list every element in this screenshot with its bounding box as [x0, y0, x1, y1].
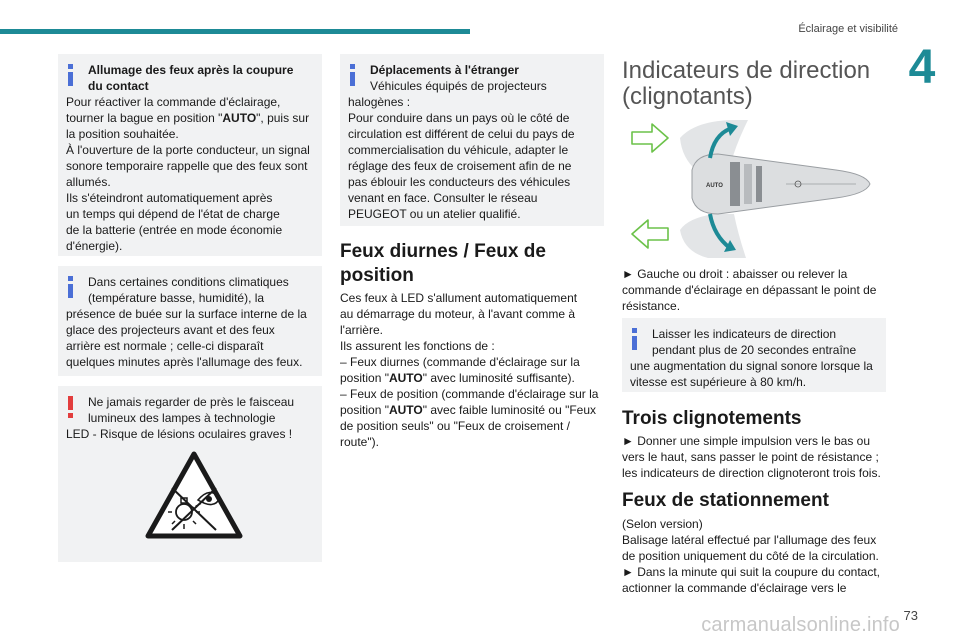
- eye-hazard-warning-icon: [142, 448, 246, 544]
- info-icon: [632, 328, 637, 350]
- box-text-line: venant en face. Consulter le réseau: [348, 191, 538, 205]
- header-accent-bar: [0, 29, 470, 34]
- box-title: Déplacements à l'étranger: [370, 63, 519, 77]
- box-text-line: Ne jamais regarder de près le faisceau: [88, 395, 295, 409]
- info-box-lights-after-ignition: [58, 54, 322, 256]
- box-title: du contact: [88, 79, 149, 93]
- box-text-line: PEUGEOT ou un atelier qualifié.: [348, 207, 521, 221]
- box-text-line: Ils s'éteindront automatiquement après: [66, 191, 273, 205]
- box-text-line: de la batterie (entrée en mode économie: [66, 223, 283, 237]
- box-text-line: (température basse, humidité), la: [88, 291, 265, 305]
- turn-signal-instructions: ► Gauche ou droit : abaisser ou relever la commande d'éclairage en dépassant le point de résistance.: [622, 267, 877, 313]
- info-icon: [350, 64, 355, 86]
- info-box-travel-abroad: [340, 54, 604, 226]
- info-icon: [68, 276, 73, 298]
- box-text-line: Pour réactiver la commande d'éclairage,: [66, 95, 281, 109]
- box-text-line: réglage des feux de croisement afin de ne: [348, 159, 572, 173]
- box-text-line: À l'ouverture de la porte conducteur, un signal: [66, 143, 310, 157]
- page-number: 73: [903, 608, 918, 623]
- info-box-condensation: [58, 266, 322, 376]
- box-text-line: quelques minutes après l'allumage des feux.: [66, 355, 303, 369]
- box-text-line: glace des projecteurs avant et des feux: [66, 323, 275, 337]
- three-flashes-text: ► Donner une simple impulsion vers le bas ou vers le haut, sans passer le point de résistance ; les indicateurs de direction clignoteront trois fois.: [622, 434, 881, 480]
- box-text-line: allumés.: [66, 175, 111, 189]
- box-title: Allumage des feux après la coupure: [88, 63, 294, 77]
- box-text-line: Pour conduire dans un pays où le côté de: [348, 111, 570, 125]
- box-text-line: un temps qui dépend de l'état de charge: [66, 207, 280, 221]
- box-text-line: une augmentation du signal sonore lorsque la: [630, 359, 873, 373]
- section-title: Éclairage et visibilité: [798, 23, 898, 35]
- box-text-line: circulation est différent de celui du pays de: [348, 127, 575, 141]
- info-box-turn-signal-duration: [622, 318, 886, 392]
- box-text-line: d'énergie).: [66, 239, 123, 253]
- parking-lights-text: (Selon version) Balisage latéral effectué par l'allumage des feux de position uniquement du côté de la circulation. ► Dans la minute qui suit la coupure du contact, actionner la commande d'éclairage vers le: [622, 517, 881, 595]
- box-text-line: commercialisation du véhicule, adapter le: [348, 143, 569, 157]
- box-text-line: tourner la bague en position "AUTO", puis sur: [66, 111, 310, 125]
- warning-box-led: [58, 386, 322, 562]
- box-text-line: LED - Risque de lésions oculaires graves !: [66, 427, 293, 441]
- turn-signal-stalk-illustration: [626, 114, 876, 264]
- info-icon: [68, 64, 73, 86]
- heading-parking-lights: Feux de stationnement: [622, 490, 829, 511]
- box-text-line: pendant plus de 20 secondes entraîne: [652, 343, 857, 357]
- box-text-line: arrière est normale ; celle-ci disparaît: [66, 339, 264, 353]
- heading-turn-signals: Indicateurs de direction (clignotants): [622, 57, 871, 110]
- warning-icon: [68, 396, 73, 418]
- box-text-line: halogènes :: [348, 95, 411, 109]
- box-text-line: présence de buée sur la surface interne de la: [66, 307, 307, 321]
- heading-daytime-lights: Feux diurnes / Feux de position: [340, 241, 546, 286]
- box-text-line: sonore temporaire rappelle que des feux sont: [66, 159, 308, 173]
- box-text-line: Véhicules équipés de projecteurs: [370, 79, 547, 93]
- daytime-lights-text: Ces feux à LED s'allument automatiquement au démarrage du moteur, à l'avant comme à l'arrière. Ils assurent les fonctions de : – Feux diurnes (commande d'éclairage sur la position "AUTO" avec luminosité suffisante). – Feux de position (commande d'éclairage sur la position "AUTO" avec faible luminosité ou "Feux de position seuls" ou "Feux de croisement / route").: [340, 291, 599, 449]
- box-text-line: la position souhaitée.: [66, 127, 179, 141]
- box-text-line: pas éblouir les conducteurs des véhicules: [348, 175, 571, 189]
- watermark: carmanualsonline.info: [701, 614, 900, 636]
- box-text-line: lumineux des lampes à technologie: [88, 411, 276, 425]
- box-text-line: vitesse est supérieure à 80 km/h.: [630, 375, 807, 389]
- chapter-number: 4: [908, 41, 936, 94]
- heading-three-flashes: Trois clignotements: [622, 408, 802, 429]
- svg-text:AUTO: AUTO: [706, 183, 723, 189]
- box-text-line: Dans certaines conditions climatiques: [88, 275, 289, 289]
- box-text-line: Laisser les indicateurs de direction: [652, 327, 837, 341]
